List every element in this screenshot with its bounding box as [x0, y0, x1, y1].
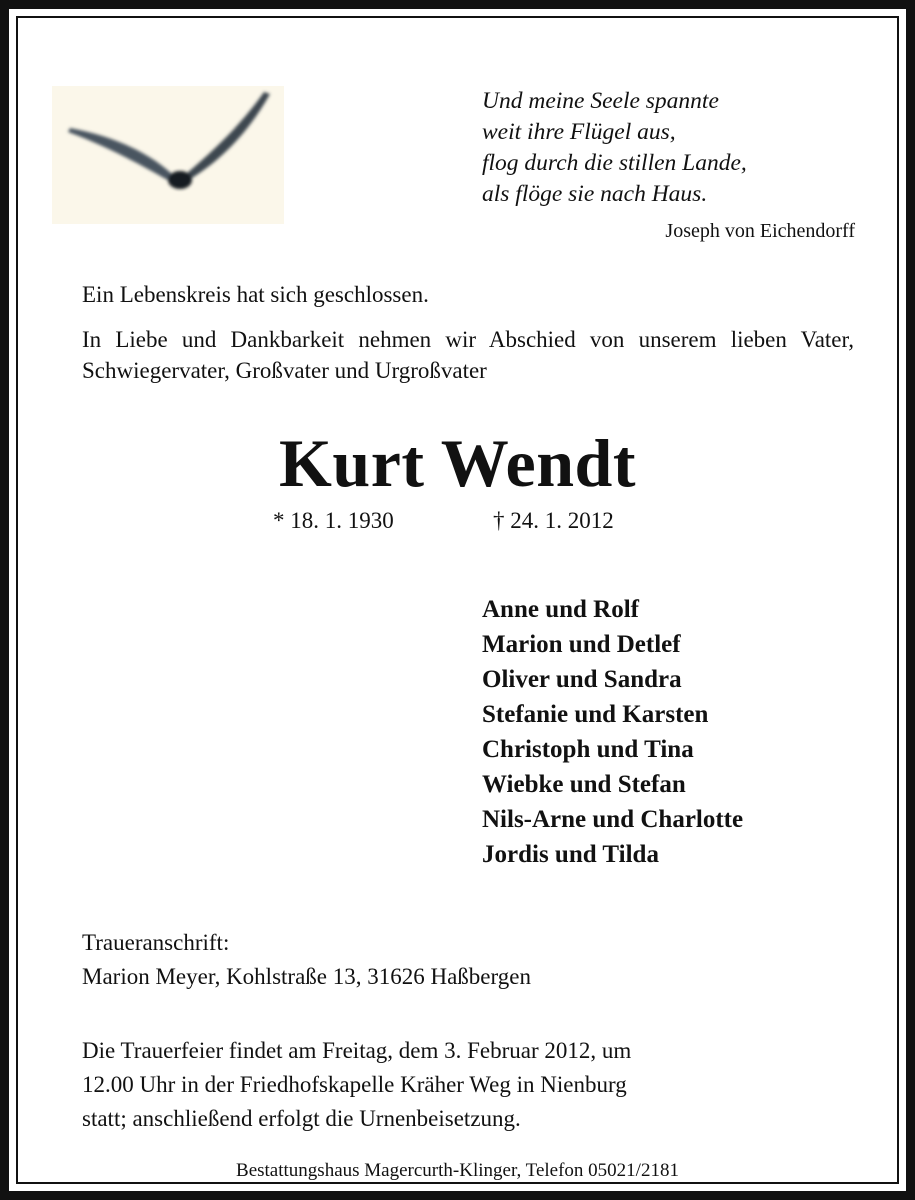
- ceremony-line: statt; anschließend erfolgt die Urnenbeisetzung.: [82, 1106, 521, 1131]
- poem-line: Und meine Seele spannte: [482, 88, 719, 114]
- poem-author: Joseph von Eichendorff: [665, 220, 855, 242]
- mourner-entry: Jordis und Tilda: [482, 841, 659, 868]
- mourner-entry: Stefanie und Karsten: [482, 701, 709, 728]
- ceremony-line: 12.00 Uhr in der Friedhofskapelle Kräher Weg in Nienburg: [82, 1072, 627, 1097]
- mourner-entry: Wiebke und Stefan: [482, 771, 686, 798]
- intro-text: Ein Lebenskreis hat sich geschlossen.: [82, 282, 429, 307]
- mourner-entry: Oliver und Sandra: [482, 666, 682, 693]
- mourner-entry: Christoph und Tina: [482, 736, 694, 763]
- funeral-home-contact: Bestattungshaus Magercurth-Klinger, Telefon 05021/2181: [232, 1160, 683, 1181]
- deceased-name: Kurt Wendt: [278, 425, 637, 501]
- farewell-text: In Liebe und Dankbarkeit nehmen wir Abschied von unserem lieben Vater, Schwiegervater, Großvater und Urgroßvater: [82, 327, 854, 383]
- poem-line: als flöge sie nach Haus.: [482, 181, 708, 207]
- mourners-list: [482, 592, 743, 872]
- flying-bird-icon: [52, 86, 284, 224]
- ceremony-info: [82, 1034, 862, 1136]
- birth-date: * 18. 1. 1930: [273, 508, 394, 533]
- poem-line: weit ihre Flügel aus,: [482, 119, 676, 145]
- death-date: † 24. 1. 2012: [493, 508, 614, 533]
- ceremony-line: Die Trauerfeier findet am Freitag, dem 3. Februar 2012, um: [82, 1038, 632, 1063]
- footer: [0, 1160, 915, 1182]
- poem: [482, 86, 862, 210]
- mourner-entry: Anne und Rolf: [482, 596, 639, 623]
- poem-line: flog durch die stillen Lande,: [482, 150, 747, 176]
- mourner-entry: Nils-Arne und Charlotte: [482, 806, 744, 833]
- address-label: Traueranschrift:: [82, 930, 230, 955]
- mourning-address: Marion Meyer, Kohlstraße 13, 31626 Haßbergen: [82, 964, 531, 989]
- mourner-entry: Marion und Detlef: [482, 631, 681, 658]
